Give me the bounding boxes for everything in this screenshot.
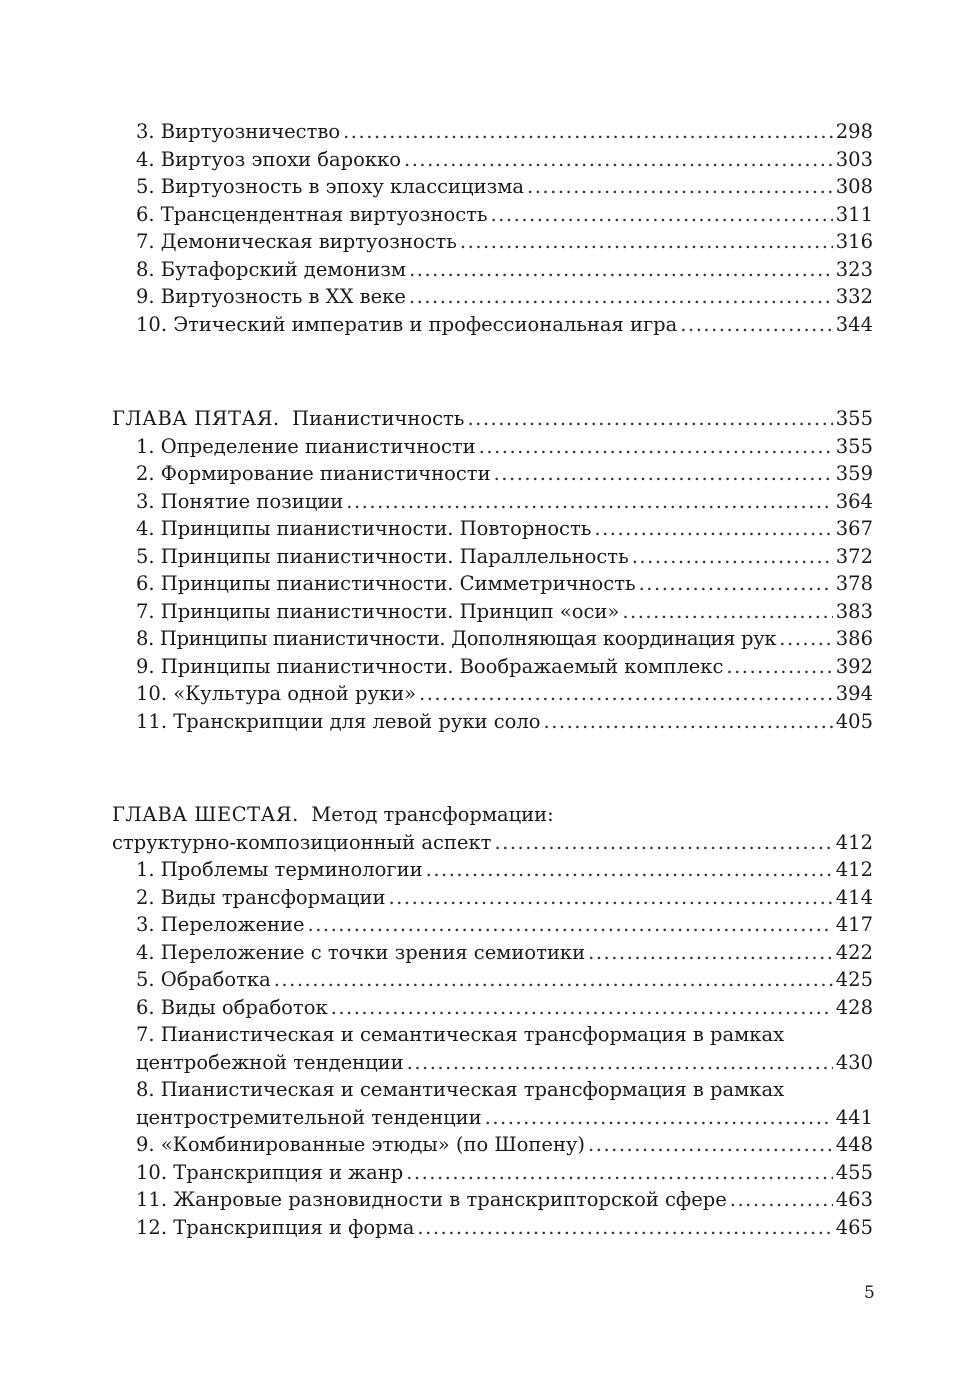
toc-entry-page: 428	[835, 995, 873, 1019]
chapter-title: Пианистичность	[292, 407, 465, 430]
dot-leader	[419, 680, 833, 708]
toc-entry-line1	[112, 1021, 873, 1049]
dot-leader	[308, 911, 833, 939]
dot-leader	[331, 994, 833, 1022]
dot-leader	[588, 939, 833, 967]
toc-entry	[112, 1186, 873, 1214]
toc-entry-title: 3. Переложение	[136, 913, 305, 936]
toc-entry-page: 412	[835, 858, 873, 881]
toc-entry	[112, 1131, 873, 1159]
chapter-heading	[112, 405, 873, 433]
toc-entry-page: 414	[835, 885, 873, 909]
toc-entry-page: 308	[835, 175, 873, 198]
toc-entry-title: 8. Принципы пианистичности. Дополняющая координация рук	[136, 627, 777, 650]
dot-leader	[491, 201, 833, 229]
toc-entry-title: 11. Жанровые разновидности в транскрипторской сфере	[136, 1188, 727, 1211]
toc-entry	[112, 201, 873, 229]
toc-entry	[112, 118, 873, 146]
toc-entry-line1	[112, 1076, 873, 1104]
toc-entry-title: 3. Понятие позиции	[136, 489, 344, 513]
toc-entry-page: 455	[835, 1160, 873, 1184]
chapter-page: 355	[835, 407, 873, 430]
toc-entry-title: 10. «Культура одной руки»	[136, 682, 417, 705]
toc-entry-page: 364	[835, 489, 873, 513]
toc-block-chapter-five	[112, 405, 873, 735]
dot-leader	[404, 146, 833, 174]
dot-leader	[622, 598, 832, 626]
toc-entry	[112, 460, 873, 488]
toc-entry-title: 3. Виртуозничество	[136, 120, 341, 143]
toc-entry-title: 6. Трансцендентная виртуозность	[136, 202, 488, 226]
dot-leader	[426, 856, 833, 884]
toc-entry-title: 1. Проблемы терминологии	[136, 858, 423, 881]
toc-entry-page: 303	[835, 147, 873, 171]
toc-entry-page: 323	[835, 257, 873, 281]
toc-entry-page: 394	[835, 682, 873, 705]
chapter-title: Метод трансформации:	[311, 803, 554, 826]
dot-leader	[588, 1131, 833, 1159]
dot-leader	[409, 256, 833, 284]
dot-leader	[460, 228, 833, 256]
toc-entry-page: 430	[835, 1050, 873, 1074]
dot-leader	[632, 543, 833, 571]
toc-entry-title-continued: центростремительной тенденции	[136, 1105, 482, 1129]
toc-entry-title: 11. Транскрипции для левой руки соло	[136, 709, 541, 733]
toc-entry-page: 378	[835, 572, 873, 595]
toc-entry	[112, 570, 873, 598]
toc-entry-title: 6. Принципы пианистичности. Симметричность	[136, 572, 636, 595]
toc-entry-page: 448	[835, 1133, 873, 1156]
toc-entry-page: 425	[835, 968, 873, 991]
dot-leader	[417, 1214, 832, 1242]
toc-entry	[112, 311, 873, 339]
toc-entry-page: 359	[835, 462, 873, 485]
toc-entry	[112, 680, 873, 708]
toc-entry	[112, 994, 873, 1022]
chapter-title-continued: структурно-композиционный аспект	[112, 830, 492, 854]
toc-entry-title-continued: центробежной тенденции	[136, 1050, 404, 1074]
toc-entry-title: 2. Формирование пианистичности	[136, 462, 491, 485]
toc-entry-title: 7. Пианистическая и семантическая трансформация в рамках	[136, 1023, 785, 1046]
toc-entry	[112, 283, 873, 311]
toc-entry-title: 5. Виртуозность в эпоху классицизма	[136, 175, 525, 198]
toc-entry-page: 344	[835, 312, 873, 336]
toc-entry-title: 5. Обработка	[136, 968, 271, 991]
toc-entry-title: 6. Виды обработок	[136, 995, 328, 1019]
toc-entry	[112, 966, 873, 994]
toc-entry-page: 332	[835, 285, 873, 308]
dot-leader	[479, 433, 833, 461]
toc-entry-page: 298	[835, 120, 873, 143]
toc-entry-title: 4. Переложение с точки зрения семиотики	[136, 940, 586, 964]
chapter-heading-text	[112, 405, 464, 433]
chapter-page: 412	[835, 830, 873, 854]
dot-leader	[779, 625, 832, 653]
chapter-heading	[112, 801, 873, 829]
toc-entry	[112, 625, 873, 653]
chapter-label: ГЛАВА ШЕСТАЯ.	[112, 803, 299, 826]
dot-leader	[527, 173, 833, 201]
dot-leader	[343, 118, 833, 146]
toc-entry-title: 9. «Комбинированные этюды» (по Шопену)	[136, 1133, 586, 1156]
toc-entry-page: 367	[835, 517, 873, 540]
toc-entry-title: 5. Принципы пианистичности. Параллельность	[136, 544, 629, 568]
toc-entry	[112, 173, 873, 201]
toc-entry	[112, 488, 873, 516]
toc-entry-title: 7. Демоническая виртуозность	[136, 230, 457, 253]
toc-block-chapter-six	[112, 801, 873, 1241]
toc-entry	[112, 543, 873, 571]
toc-entry	[112, 515, 873, 543]
toc-entry	[112, 856, 873, 884]
toc-entry-page: 311	[835, 202, 873, 226]
toc-entry-page: 316	[835, 230, 873, 253]
toc-entry-title: 12. Транскрипция и форма	[136, 1215, 415, 1239]
toc-entry-page: 372	[835, 544, 873, 568]
toc-entry-title: 1. Определение пианистичности	[136, 434, 476, 458]
toc-entry-title: 10. Транскрипция и жанр	[136, 1160, 404, 1184]
chapter-label: ГЛАВА ПЯТАЯ.	[112, 407, 280, 430]
toc-entry	[112, 653, 873, 681]
dot-leader	[388, 884, 832, 912]
toc-entry	[112, 598, 873, 626]
toc-entry	[112, 256, 873, 284]
toc-entry-line2	[112, 1104, 873, 1132]
toc-entry	[112, 433, 873, 461]
toc-entry-title: 4. Виртуоз эпохи барокко	[136, 147, 402, 171]
toc-entry-page: 355	[835, 434, 873, 458]
toc-entry-title: 4. Принципы пианистичности. Повторность	[136, 517, 592, 540]
toc-entry-title: 8. Бутафорский демонизм	[136, 257, 407, 281]
dot-leader	[407, 1049, 833, 1077]
toc-entry-title: 10. Этический императив и профессиональная игра	[136, 312, 678, 336]
page-number: 5	[864, 1283, 875, 1303]
chapter-heading-text	[112, 801, 554, 829]
dot-leader	[680, 311, 832, 339]
dot-leader	[274, 966, 833, 994]
toc-entry-page: 441	[835, 1105, 873, 1129]
dot-leader	[409, 283, 833, 311]
toc-entry-page: 422	[835, 940, 873, 964]
toc-entry	[112, 1159, 873, 1187]
toc-entry-line2	[112, 1049, 873, 1077]
toc-entry	[112, 146, 873, 174]
toc-entry-title: 2. Виды трансформации	[136, 885, 386, 909]
toc-entry	[112, 939, 873, 967]
toc-entry	[112, 884, 873, 912]
toc-entry-page: 386	[835, 627, 873, 650]
toc-entry-page: 465	[835, 1215, 873, 1239]
dot-leader	[639, 570, 833, 598]
toc-entry	[112, 708, 873, 736]
toc-entry-page: 392	[835, 654, 873, 678]
dot-leader	[406, 1159, 833, 1187]
toc-entry-title: 8. Пианистическая и семантическая трансформация в рамках	[136, 1078, 785, 1101]
toc-entry-title: 7. Принципы пианистичности. Принцип «оси»	[136, 599, 620, 623]
dot-leader	[544, 708, 833, 736]
dot-leader	[485, 1104, 833, 1132]
dot-leader	[494, 460, 833, 488]
dot-leader	[467, 405, 832, 433]
toc-entry-title: 9. Виртуозность в XX веке	[136, 285, 406, 308]
dot-leader	[494, 829, 832, 857]
dot-leader	[726, 653, 832, 681]
chapter-heading-continued	[112, 829, 873, 857]
toc-entry-page: 463	[835, 1188, 873, 1211]
toc-block-chapter-four-continued	[112, 118, 873, 338]
toc-entry-page: 417	[835, 913, 873, 936]
toc-entry-page: 405	[835, 709, 873, 733]
toc-entry	[112, 911, 873, 939]
toc-entry	[112, 1214, 873, 1242]
dot-leader	[594, 515, 832, 543]
toc-entry-page: 383	[835, 599, 873, 623]
toc-entry	[112, 228, 873, 256]
dot-leader	[346, 488, 832, 516]
dot-leader	[730, 1186, 833, 1214]
toc-entry-title: 9. Принципы пианистичности. Воображаемый комплекс	[136, 654, 724, 678]
